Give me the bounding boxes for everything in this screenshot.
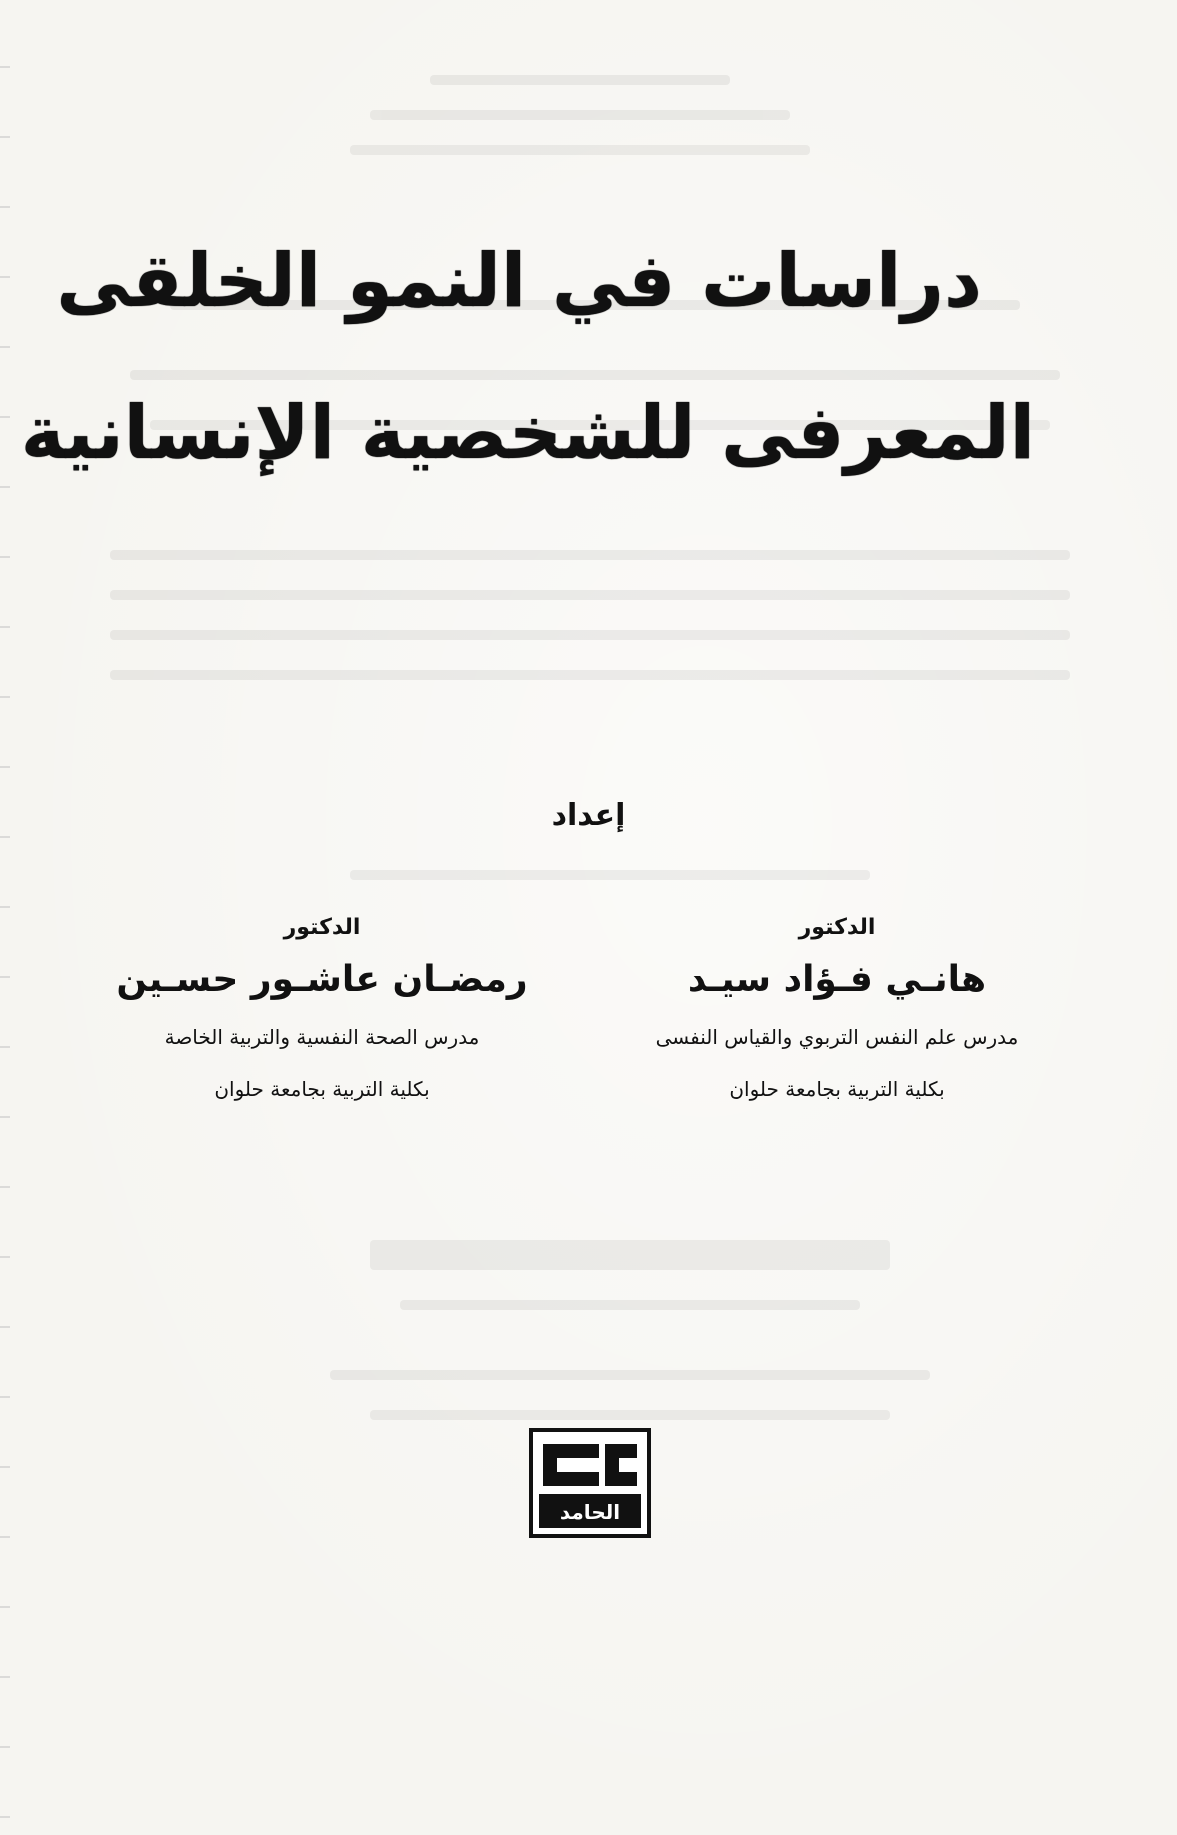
book-title-line-1: دراسات في النمو الخلقى — [56, 238, 982, 324]
author-2-title: الدكتور — [283, 915, 361, 940]
prepared-by-label: إعداد — [551, 798, 626, 833]
author-block-1 — [617, 915, 1057, 1107]
author-1-faculty: بكلية التربية بجامعة حلوان — [729, 1077, 945, 1101]
author-2-position: مدرس الصحة النفسية والتربية الخاصة — [164, 1025, 480, 1049]
scan-margin-marks — [0, 0, 10, 1835]
publisher-logo-icon — [529, 1428, 651, 1538]
book-title-line-2: المعرفى للشخصية الإنسانية — [20, 390, 1035, 476]
author-2-name: رمضـان عاشـور حسـين — [116, 959, 528, 1000]
author-1-name: هانـي فـؤاد سيـد — [687, 959, 987, 1000]
author-1-position: مدرس علم النفس التربوي والقياس النفسى — [655, 1025, 1019, 1049]
author-1-title: الدكتور — [798, 915, 876, 940]
publisher-logo-text: الحامد — [559, 1500, 621, 1524]
author-2-faculty: بكلية التربية بجامعة حلوان — [214, 1077, 430, 1101]
author-block-2 — [102, 915, 542, 1107]
